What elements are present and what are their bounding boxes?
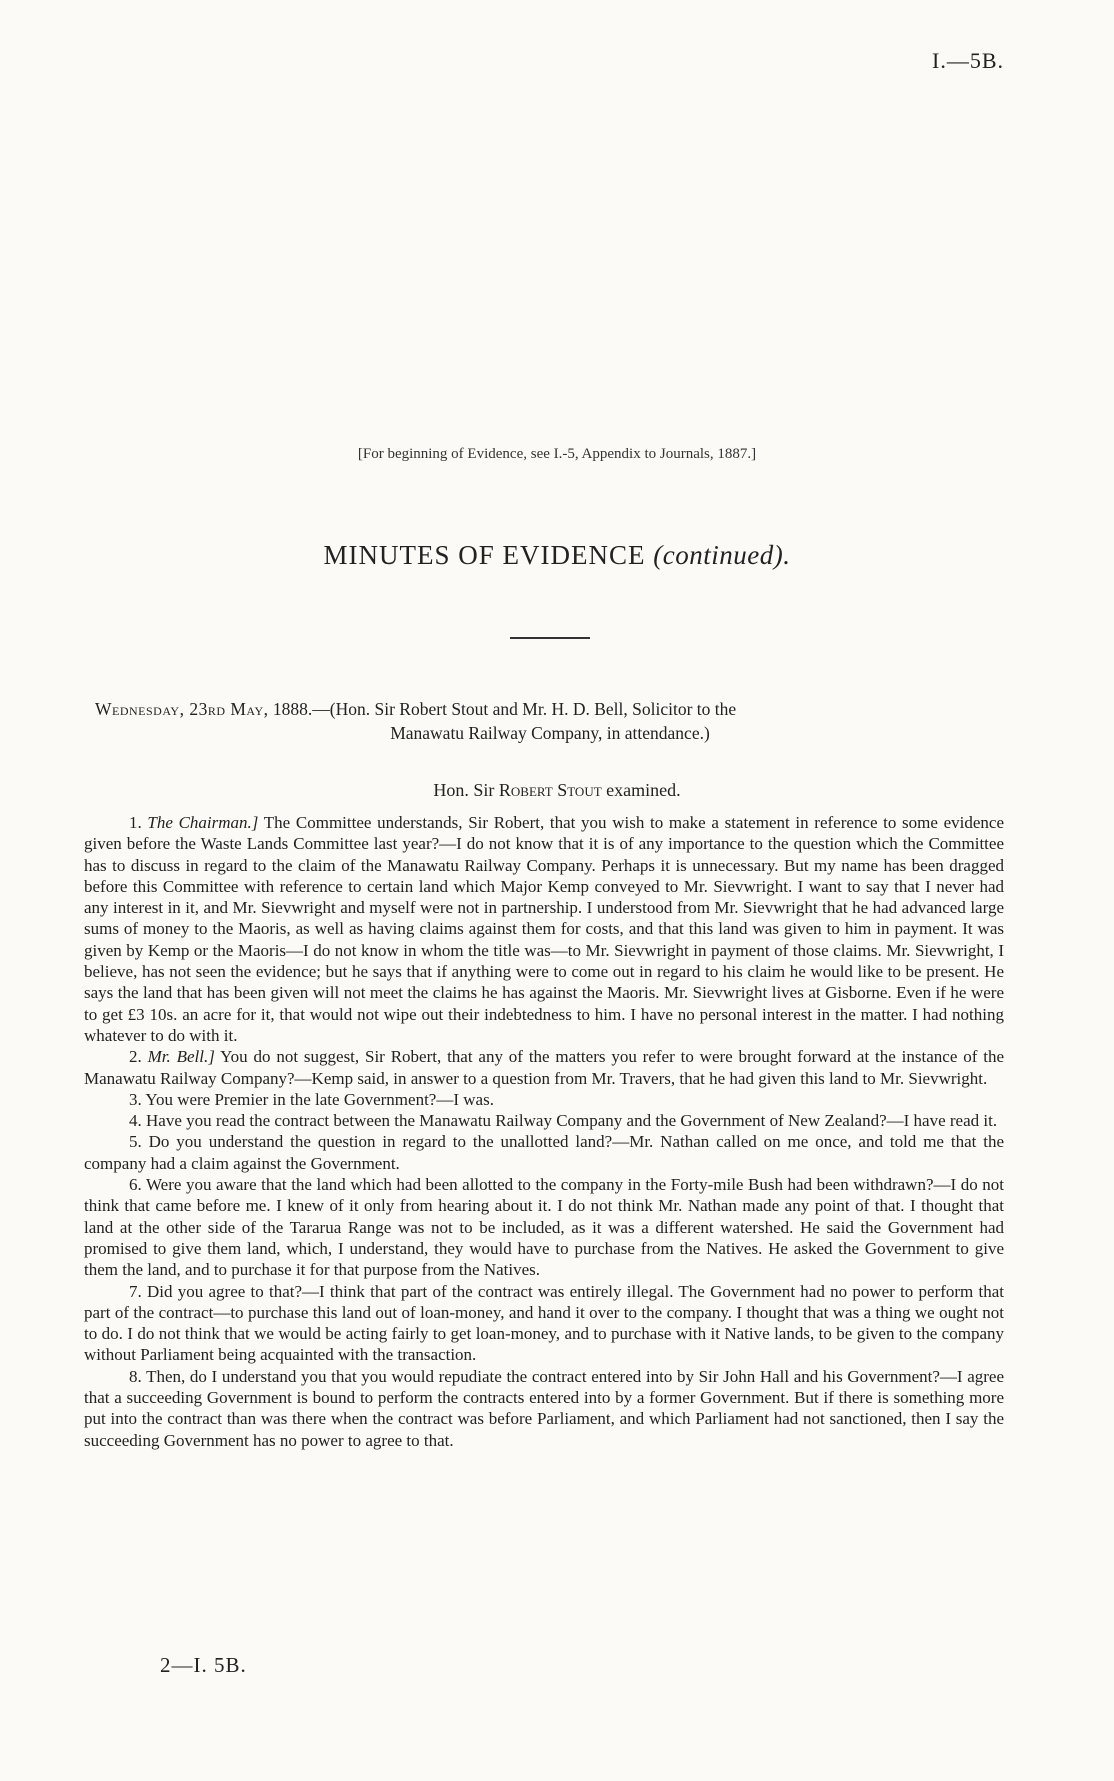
question-number: 6.	[129, 1175, 142, 1195]
witness-heading	[0, 780, 1114, 801]
question-number: 1.	[129, 813, 142, 832]
title-divider	[510, 637, 590, 639]
question-number: 8.	[129, 1366, 142, 1386]
question-text: Were you aware that the land which had been allotted to the company in the Forty-mile Bush had been withdrawn?—I do not think that came before me. I knew of it only from hearing about it. I do not think Mr. Nathan made any point of that. I thought that land at the other side of the Tararua Range was not to be included, as it was a different watershed. He said the Government had promised to give them land, which, I understand, they would have to purchase from the Natives. He asked the Government to give them the land, and to purchase it for that purpose from the Natives.	[84, 1175, 1004, 1280]
question-number: 5.	[129, 1132, 142, 1152]
title-main: MINUTES OF EVIDENCE	[323, 540, 646, 570]
question-text: You were Premier in the late Government?—I was.	[145, 1089, 494, 1109]
dateline-day: Wednesday, 23rd May,	[95, 699, 269, 719]
question-number: 4.	[129, 1111, 142, 1131]
question-paragraph	[84, 1366, 1004, 1451]
question-text: You do not suggest, Sir Robert, that any of the matters you refer to were brought forward at the instance of the Manawatu Railway Company?—Kemp said, in answer to a question from Mr. Travers, that he had given this land to Mr. Sievwright.	[84, 1047, 1004, 1088]
question-paragraph	[84, 1281, 1004, 1366]
evidence-note: [For beginning of Evidence, see I.-5, Appendix to Journals, 1887.]	[357, 446, 757, 462]
question-number: 7.	[129, 1281, 142, 1301]
question-number: 3.	[129, 1089, 142, 1109]
question-speaker: The Chairman.]	[147, 813, 259, 832]
witness-suffix: examined.	[606, 780, 681, 800]
dateline-continuation: Manawatu Railway Company, in attendance.)	[390, 723, 710, 743]
title-suffix: (continued).	[653, 540, 791, 570]
question-paragraph	[84, 1174, 1004, 1280]
question-paragraph	[84, 1110, 1004, 1131]
dateline-text: 1888.—(Hon. Sir Robert Stout and Mr. H. D. Bell, Solicitor to the	[272, 699, 737, 719]
page-reference: I.—5B.	[932, 48, 1004, 73]
question-speaker: Mr. Bell.]	[147, 1047, 215, 1067]
question-paragraph	[84, 812, 1004, 1046]
question-text: Have you read the contract between the Manawatu Railway Company and the Government of New Zealand?—I have read it.	[146, 1111, 998, 1131]
question-paragraph	[84, 1131, 1004, 1174]
question-number: 2.	[129, 1047, 142, 1067]
question-paragraph	[84, 1046, 1004, 1089]
witness-prefix: Hon. Sir	[433, 780, 495, 800]
question-text: Then, do I understand you that you would repudiate the contract entered into by Sir John Hall and his Government?—I agree that a succeeding Government is bound to perform the contracts entered into by a former Government. But if there is something more put into the contract than was there when the contract was before Parliament, and which Parliament had not sanctioned, then I say the succeeding Government has no power to agree to that.	[84, 1366, 1004, 1450]
witness-name: Robert Stout	[498, 780, 602, 800]
question-paragraph	[84, 1089, 1004, 1110]
question-text: Did you agree to that?—I think that part of the contract was entirely illegal. The Government had no power to perform that part of the contract—to purchase this land out of loan-money, and hand it over to the company. I thought that was a thing we ought not to do. I do not think that we would be acting fairly to get loan-money, and to purchase with it Native lands, to be given to the company without Parliament being acquainted with the transaction.	[84, 1281, 1005, 1365]
question-text: The Committee understands, Sir Robert, that you wish to make a statement in reference to some evidence given before the Waste Lands Committee last year?—I do not know that it is of any importance to the question which the Committee has to discuss in regard to the claim of the Manawatu Railway Company. Perhaps it is unnecessary. But my name has been dragged before this Committee with reference to certain land which Major Kemp conveyed to Mr. Sievwright. I want to say that I never had any interest in it, and Mr. Sievwright and myself were not in partnership. I understood from Mr. Sievwright that he had advanced large sums of money to the Maoris, as well as having claims against them for costs, and that this land was given to him in payment. It was given by Kemp or the Maoris—I do not know in whom the title was—to Mr. Sievwright in payment of those claims. Mr. Sievwright, I believe, has not seen the evidence; but he says that if anything were to come out in regard to his claim he would like to be present. He says the land that has been given will not meet the claims he has against the Maoris. Mr. Sievwright lives at Gisborne. Even if he were to get £3 10s. an acre for it, that would not wipe out their indebtedness to him. I have no personal interest in the matter. I had nothing whatever to do with it.	[84, 813, 1004, 1045]
evidence-body	[84, 812, 1004, 1451]
question-text: Do you understand the question in regard to the unallotted land?—Mr. Nathan called on me once, and told me that the company had a claim against the Government.	[84, 1132, 1004, 1173]
page-title	[0, 540, 1114, 571]
dateline	[95, 697, 1005, 745]
page-signature: 2—I. 5B.	[160, 1653, 247, 1677]
